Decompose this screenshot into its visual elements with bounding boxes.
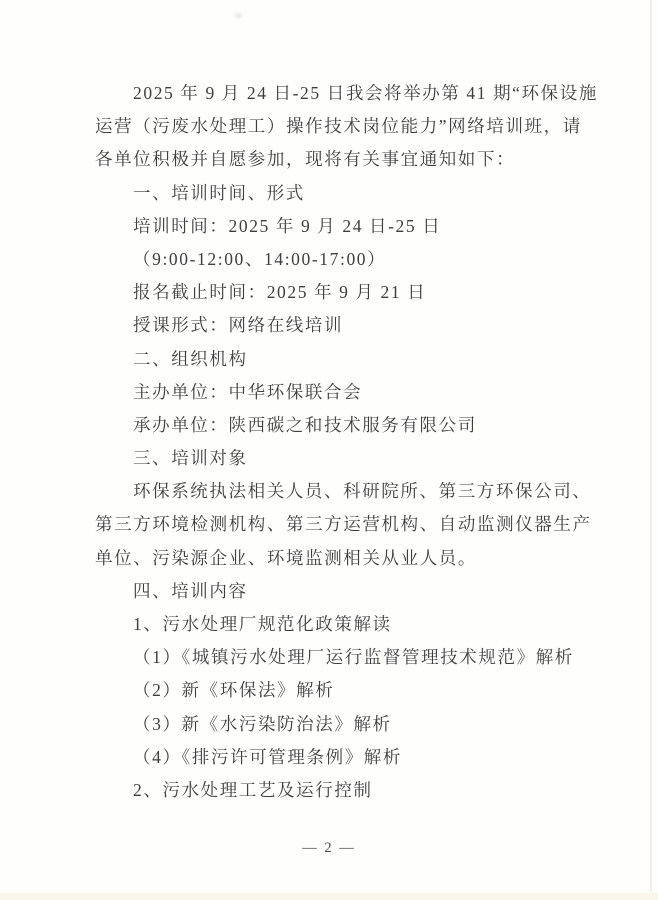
text-line: 1、污水处理厂规范化政策解读: [133, 614, 392, 634]
section-heading-line: 三、培训对象: [133, 448, 248, 469]
text-line: 第三方环境检测机构、第三方运营机构、自动监测仪器生产: [95, 514, 592, 535]
page-bottom-strip: [0, 893, 658, 900]
text-line: 主办单位：中华环保联合会: [133, 381, 363, 402]
page-edge-line: [650, 0, 652, 892]
document-body: [95, 77, 598, 807]
section-heading-line: 一、培训时间、形式: [133, 182, 305, 203]
text-line: 2025 年 9 月 24 日-25 日我会将举办第 41 期“环保设施: [133, 83, 598, 103]
text-line: 培训时间：2025 年 9 月 24 日-25 日: [133, 215, 442, 236]
text-line: 环保系统执法相关人员、科研院所、第三方环保公司、: [133, 481, 592, 502]
text-line: （1）《城镇污水处理厂运行监督管理技术规范》解析: [133, 647, 574, 668]
text-line: 各单位积极并自愿参加，现将有关事宜通知如下：: [95, 149, 516, 170]
section-heading-line: 二、组织机构: [133, 348, 248, 369]
text-line: （2）新《环保法》解析: [133, 680, 335, 701]
scan-smudge-mark: [233, 11, 244, 20]
page-number: — 2 —: [302, 840, 356, 856]
text-line: 授课形式：网络在线培训: [133, 315, 344, 336]
text-line: 2、污水处理工艺及运行控制: [133, 779, 373, 800]
text-line: （9:00-12:00、14:00-17:00）: [133, 248, 387, 269]
text-line: （4）《排污许可管理条例》解析: [133, 746, 402, 767]
text-line: 报名截止时间：2025 年 9 月 21 日: [133, 282, 427, 303]
section-heading-line: 四、培训内容: [133, 580, 248, 601]
text-line: 运营（污废水处理工）操作技术岗位能力”网络培训班，请: [95, 116, 582, 137]
text-line: 承办单位：陕西碳之和技术服务有限公司: [133, 414, 477, 435]
text-line: 单位、污染源企业、环境监测相关从业人员。: [95, 547, 477, 568]
text-line: （3）新《水污染防治法》解析: [133, 713, 392, 734]
